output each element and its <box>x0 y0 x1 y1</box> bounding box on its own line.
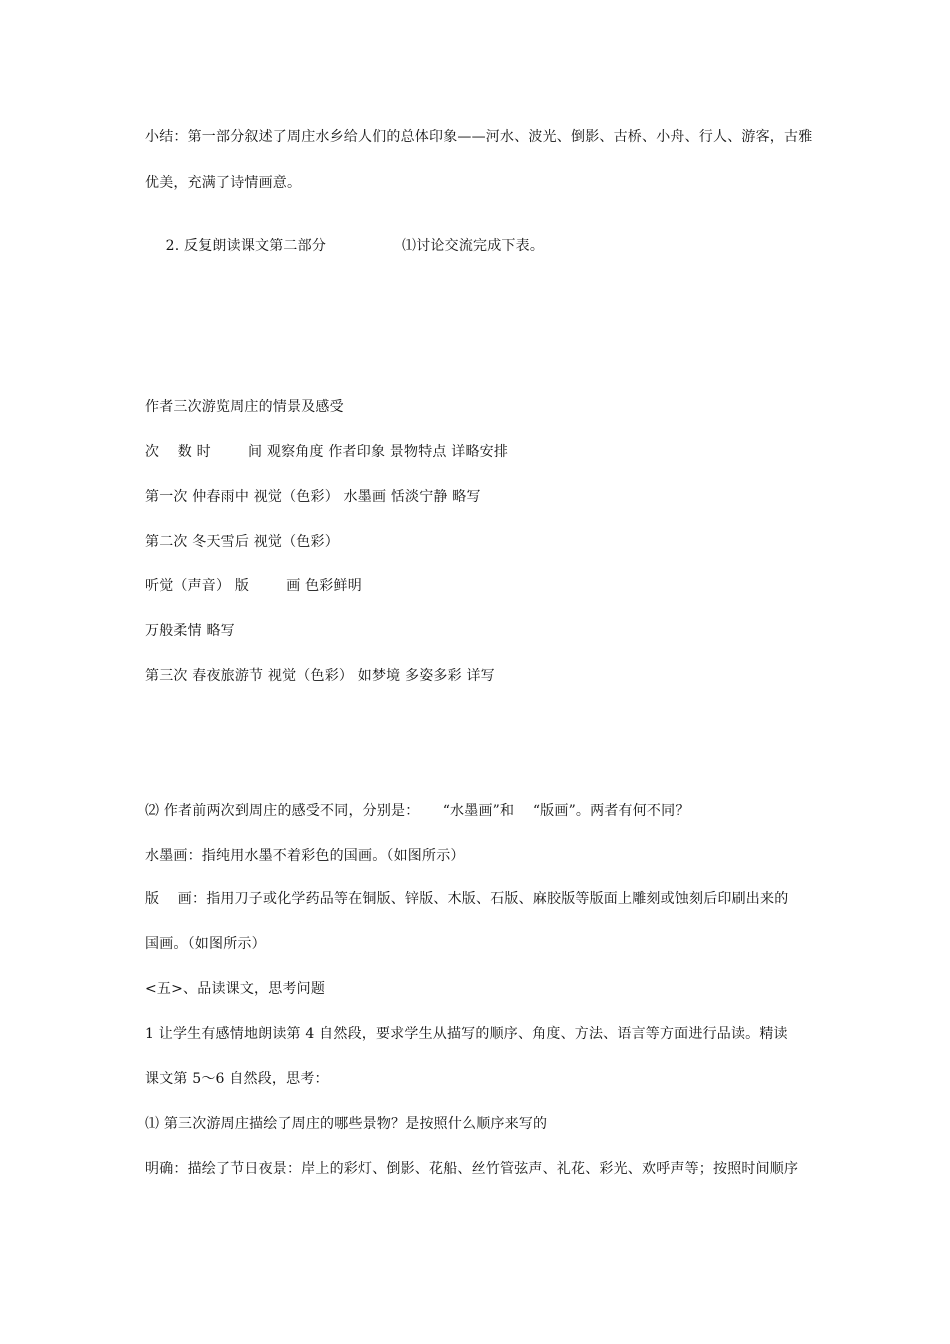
table-row-third-visit: 第三次 春夜旅游节 视觉（色彩） 如梦境 多姿多彩 详写 <box>145 668 495 684</box>
table-row-second-visit-end: 万般柔情 略写 <box>145 623 235 639</box>
summary-line-1: 小结：第一部分叙述了周庄水乡给人们的总体印象——河水、波光、倒影、古桥、小舟、行人、游客，古雅 <box>145 129 813 145</box>
question-1: ⑴ 第三次游周庄描绘了周庄的哪些景物？是按照什么顺序来写的 <box>145 1116 548 1132</box>
step-2-line <box>147 219 544 273</box>
task-1-line-1: 1 让学生有感情地朗读第 4 自然段，要求学生从描写的顺序、角度、方法、语言等方面进行品读。精读 <box>145 1026 788 1042</box>
summary-line-2: 优美，充满了诗情画意。 <box>145 175 302 191</box>
table-row-first-visit: 第一次 仲春雨中 视觉（色彩） 水墨画 恬淡宁静 略写 <box>145 489 481 505</box>
question-2: ⑵ 作者前两次到周庄的感受不同，分别是： “水墨画”和 “版画”。两者有何不同？ <box>145 803 690 819</box>
table-row-second-visit: 第二次 冬天雪后 视觉（色彩） <box>145 534 339 550</box>
print-definition-line-2: 国画。（如图所示） <box>145 936 266 952</box>
print-definition-line-1: 版 画：指用刀子或化学药品等在铜版、锌版、木版、石版、麻胶版等版面上雕刻或蚀刻后印刷出来的 <box>145 891 789 907</box>
table-header-row: 次 数 时 间 观察角度 作者印象 景物特点 详略安排 <box>145 444 509 460</box>
table-title: 作者三次游览周庄的情景及感受 <box>145 399 344 415</box>
step-2-instruction: 2. 反复朗读课文第二部分 <box>165 238 327 254</box>
table-row-second-visit-cont: 听觉（声音） 版 画 色彩鲜明 <box>145 578 362 594</box>
task-1-line-2: 课文第 5～6 自然段，思考： <box>145 1071 329 1087</box>
answer-line: 明确：描绘了节日夜景：岸上的彩灯、倒影、花船、丝竹管弦声、礼花、彩光、欢呼声等；按照时间顺序 <box>145 1161 799 1177</box>
section-5-heading: <五>、品读课文，思考问题 <box>145 981 326 997</box>
ink-painting-definition: 水墨画：指纯用水墨不着彩色的国画。（如图所示） <box>145 848 465 864</box>
step-2-task: ⑴讨论交流完成下表。 <box>402 238 545 254</box>
